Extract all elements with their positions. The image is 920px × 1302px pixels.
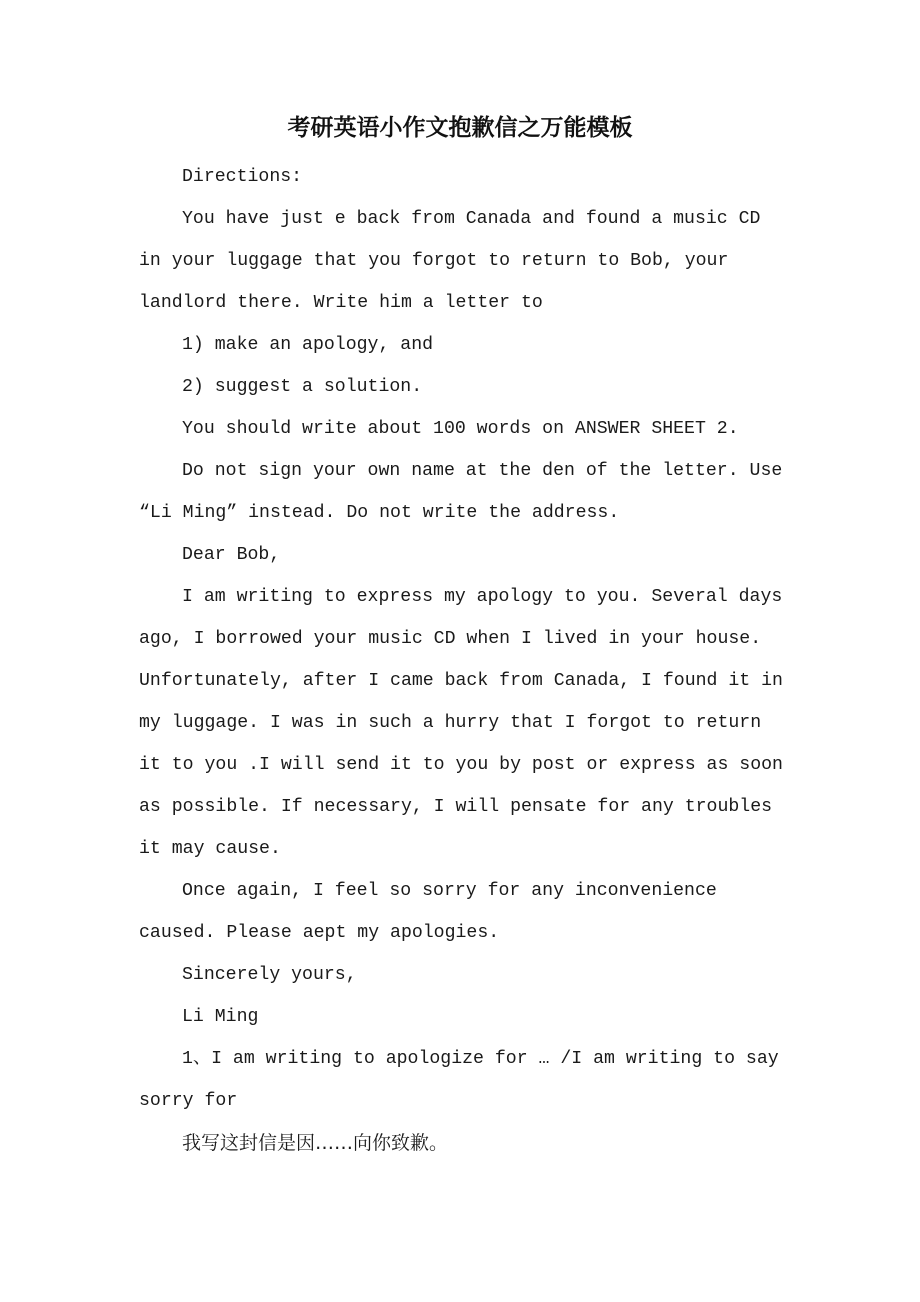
letter-salutation: Dear Bob, <box>182 545 281 565</box>
word-count-instruction: You should write about 100 words on ANSWER SHEET 2. <box>182 419 739 439</box>
template-phrase-1: 1、I am writing to apologize for … /I am writing to say sorry for <box>139 1049 779 1111</box>
directions-heading: Directions: <box>182 167 303 187</box>
task-item-solution: 2) suggest a solution. <box>182 377 423 397</box>
letter-body-paragraph: I am writing to express my apology to you. Several days ago, I borrowed your music CD when I lived in your house. Unfortunately, after I came back from Canada, I found it in my luggage. I was in such a hurry that I forgot to return it to you .I will send it to you by post or express as soon as possible. If necessary, I will pensate for any troubles it may cause. <box>139 587 783 859</box>
letter-signature: Li Ming <box>182 1007 259 1027</box>
template-phrase-1-translation: 我写这封信是因……向你致歉。 <box>182 1132 449 1154</box>
task-item-apology: 1) make an apology, and <box>182 335 434 355</box>
document-body <box>139 156 789 1164</box>
task-description: You have just e back from Canada and found a music CD in your luggage that you forgot to return to Bob, your landlord there. Write him a letter to <box>139 209 761 313</box>
signature-instruction: Do not sign your own name at the den of the letter. Use “Li Ming” instead. Do not write the address. <box>139 461 783 523</box>
letter-closing-paragraph: Once again, I feel so sorry for any inconvenience caused. Please aept my apologies. <box>139 881 717 943</box>
letter-complimentary-close: Sincerely yours, <box>182 965 357 985</box>
document-title: 考研英语小作文抱歉信之万能模板 <box>287 114 633 141</box>
